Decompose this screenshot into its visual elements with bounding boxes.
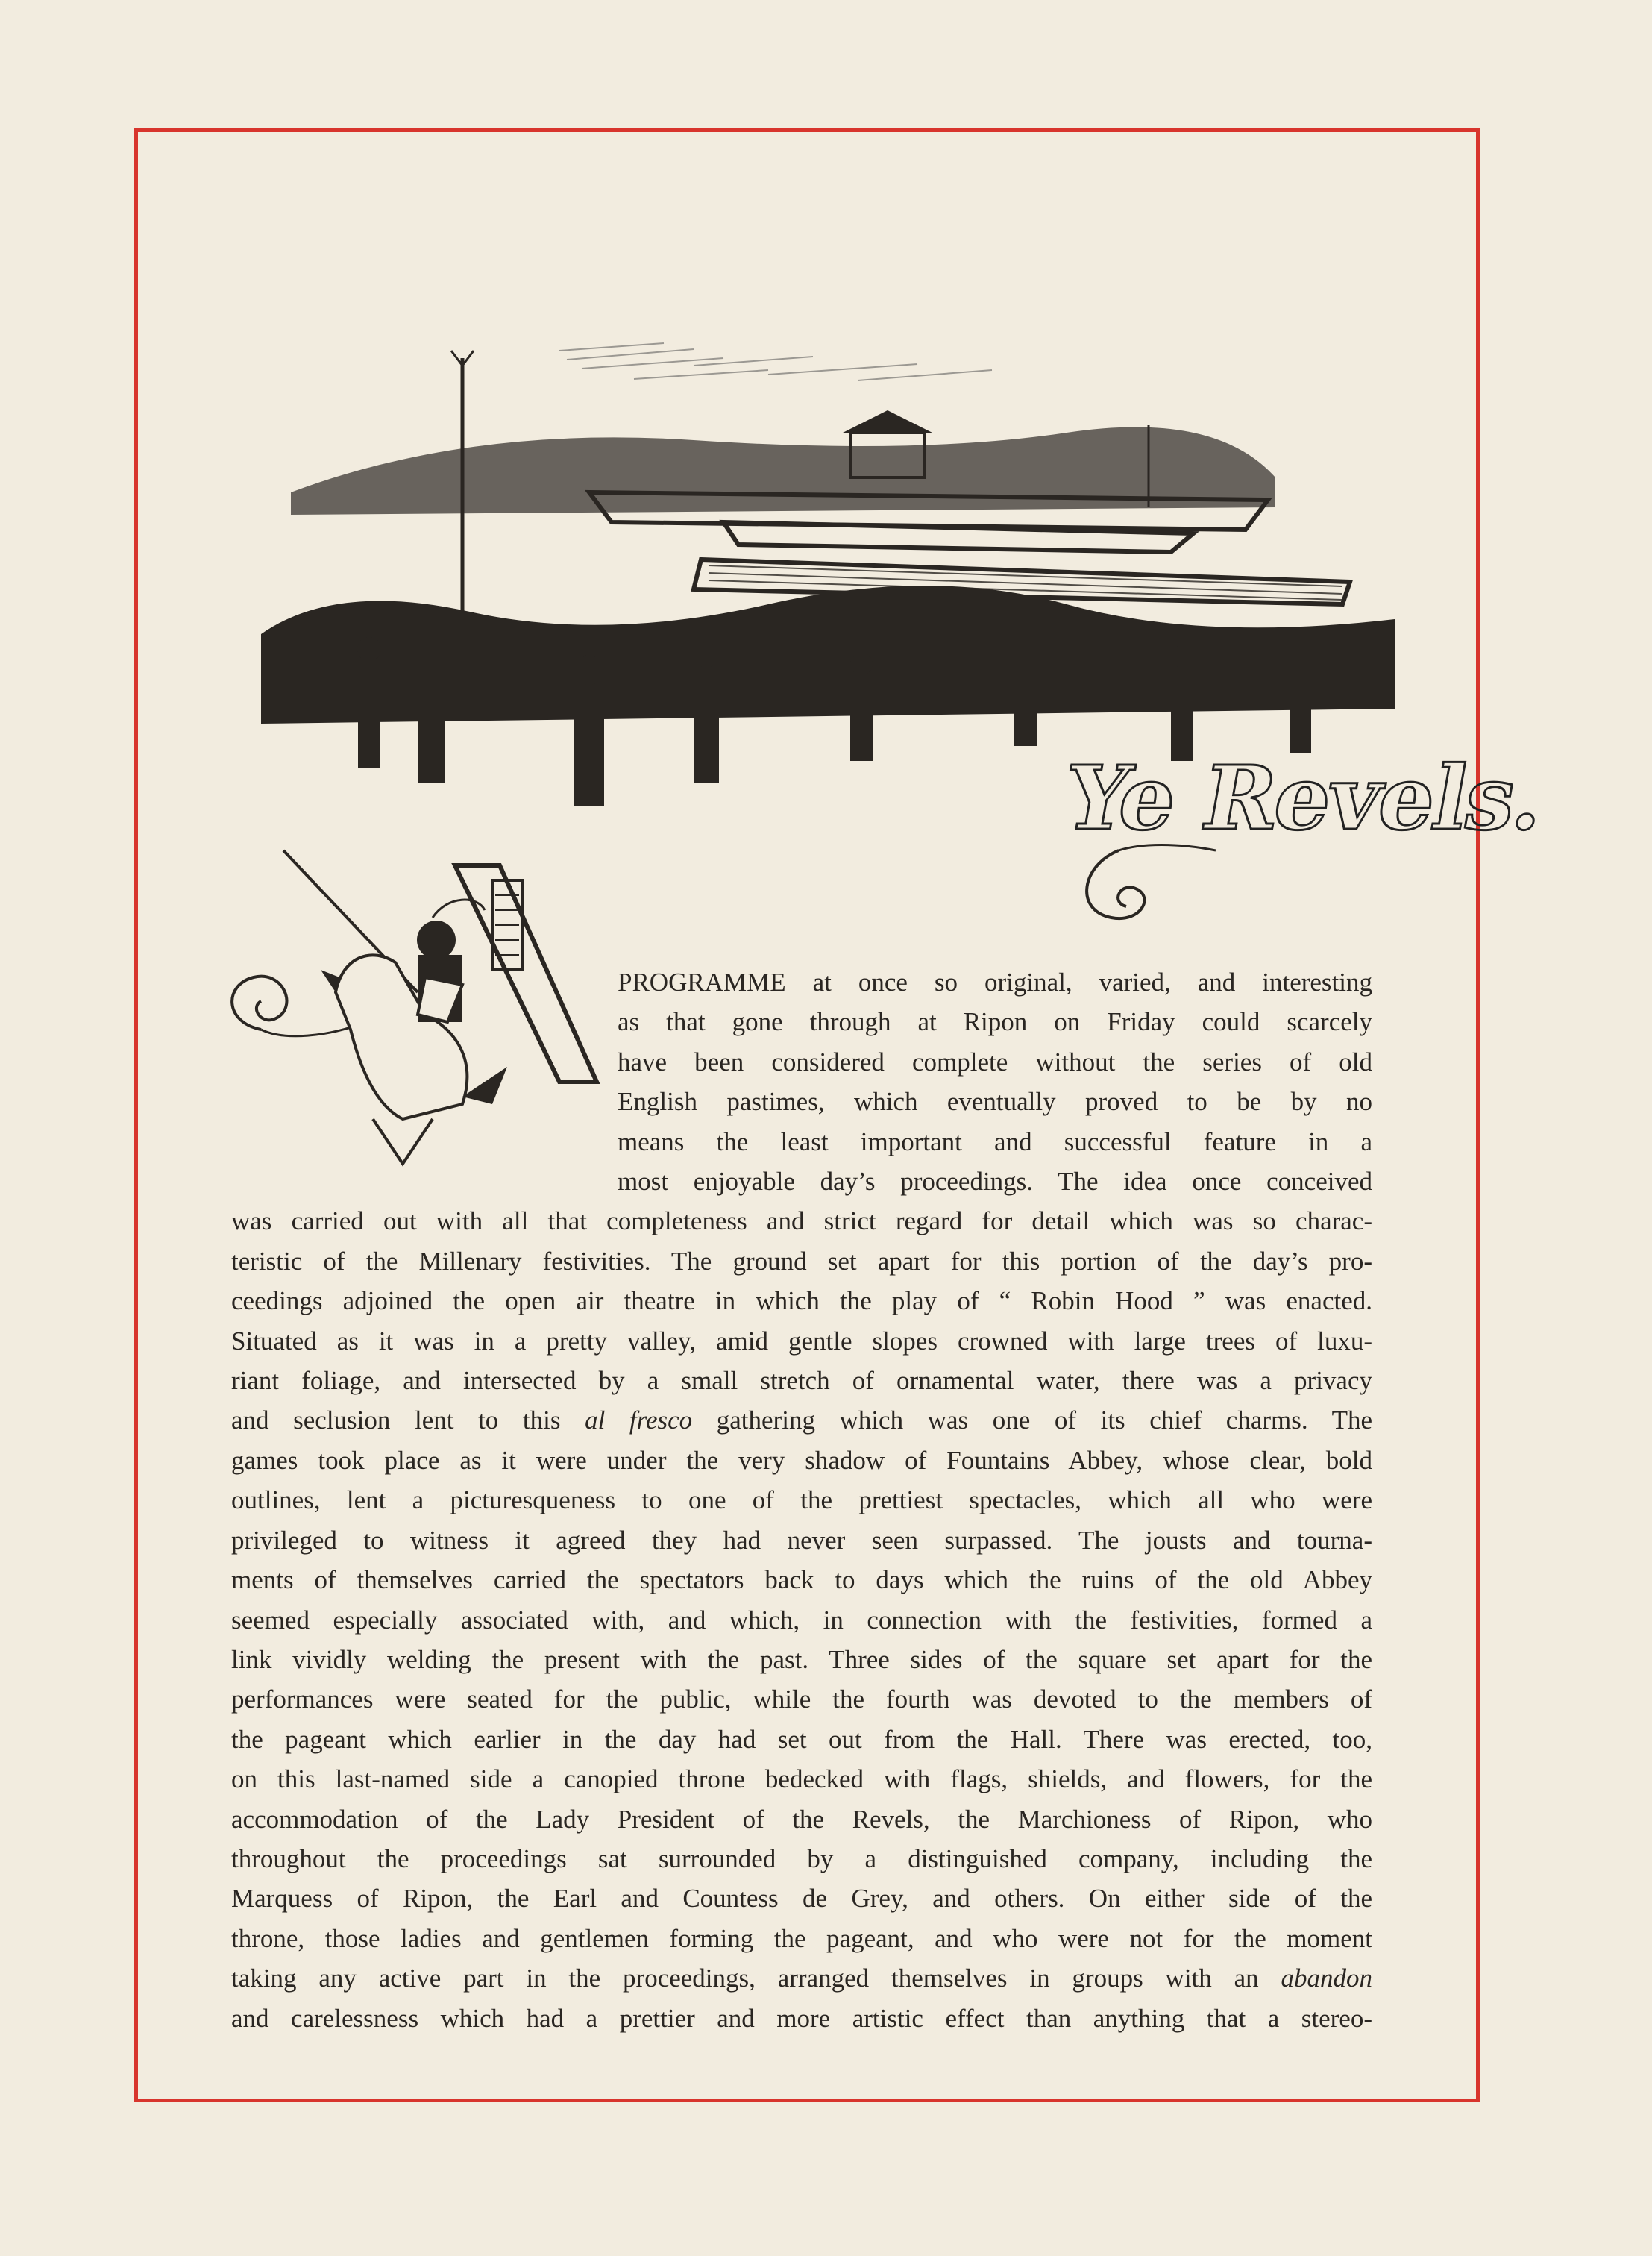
text-line [231, 1958, 1372, 1998]
jousting-scene-illustration [246, 336, 1410, 813]
text-line: ceedings adjoined the open air theatre in which the play of “ Robin Hood ” was enacted. [231, 1286, 1372, 1316]
text-line: most enjoyable day’s proceedings. The idea once conceived [618, 1167, 1372, 1197]
text-line: seemed especially associated with, and which, in connection with the festivities, formed a [231, 1605, 1372, 1635]
text-line: Situated as it was in a pretty valley, amid gentle slopes crowned with large trees of luxu- [231, 1326, 1372, 1356]
text-line: the pageant which earlier in the day had set out from the Hall. There was erected, too, [231, 1724, 1372, 1754]
text-line: PROGRAMME at once so original, varied, and interesting [618, 968, 1372, 997]
text-line: games took place as it were under the very shadow of Fountains Abbey, whose clear, bold [231, 1445, 1372, 1475]
text-line: link vividly welding the present with the past. Three sides of the square set apart for the [231, 1644, 1372, 1674]
text-line: ments of themselves carried the spectators back to days which the ruins of the old Abbey [231, 1565, 1372, 1595]
text-line: throughout the proceedings sat surrounded by a distinguished company, including the [231, 1843, 1372, 1873]
text-line: English pastimes, which eventually proved to be by no [618, 1087, 1372, 1117]
text-line: outlines, lent a picturesqueness to one of the prettiest spectacles, which all who were [231, 1485, 1372, 1515]
text-line: performances were seated for the public, while the fourth was devoted to the members of [231, 1685, 1372, 1714]
italic-phrase: abandon [1281, 1964, 1373, 1993]
text-line: as that gone through at Ripon on Friday could scarcely [618, 1007, 1372, 1037]
text-fragment: gathering which was one of its chief charms. The [716, 1406, 1373, 1435]
text-line: riant foliage, and intersected by a small stretch of ornamental water, there was a privacy [231, 1366, 1372, 1396]
text-line: means the least important and successful feature in a [618, 1127, 1372, 1156]
italic-phrase: al fresco [585, 1406, 693, 1435]
text-line: privileged to witness it agreed they had never seen surpassed. The jousts and tourna- [231, 1525, 1372, 1555]
text-line: on this last-named side a canopied throne bedecked with flags, shields, and flowers, for the [231, 1764, 1372, 1794]
page-title: Ye Revels. [1057, 746, 1553, 850]
text-line [231, 1400, 1372, 1440]
scroll-flourish-icon [1074, 843, 1223, 933]
text-fragment: taking any active part in the proceedings, arranged themselves in groups with an [231, 1964, 1259, 1993]
text-line: teristic of the Millenary festivities. The ground set apart for this portion of the day’s pro- [231, 1246, 1372, 1276]
text-line: throne, those ladies and gentlemen forming the pageant, and who were not for the moment [231, 1923, 1372, 1953]
text-line: was carried out with all that completeness and strict regard for detail which was so charac- [231, 1206, 1372, 1236]
text-line: and carelessness which had a prettier and more artistic effect than anything that a stereo- [231, 2003, 1372, 2033]
text-line: Marquess of Ripon, the Earl and Countess de Grey, and others. On either side of the [231, 1884, 1372, 1914]
text-fragment: and seclusion lent to this [231, 1406, 561, 1435]
body-text [231, 962, 1372, 2038]
text-line: have been considered complete without the series of old [618, 1047, 1372, 1077]
text-line: accommodation of the Lady President of the Revels, the Marchioness of Ripon, who [231, 1804, 1372, 1834]
